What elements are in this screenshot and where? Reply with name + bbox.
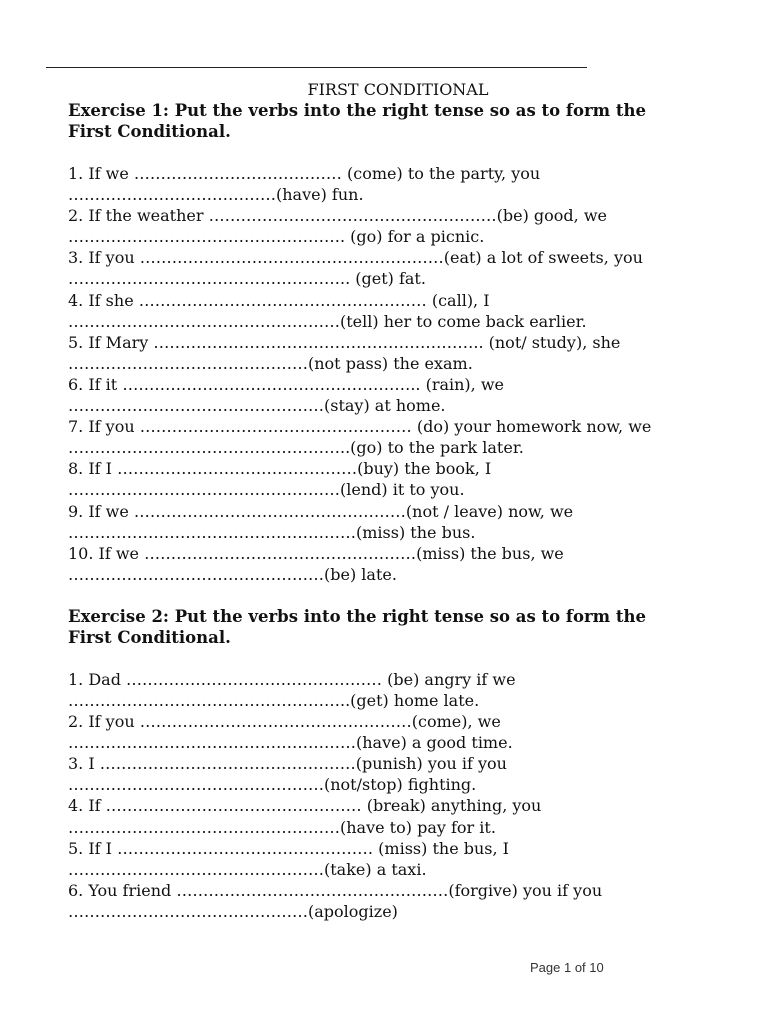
exercise-line: 4. If she ……………………………………………… (call), I [68, 290, 490, 310]
exercise-line: …………………………………………(stay) at home. [68, 396, 446, 416]
exercise-line: ……………………………………………. (go) for a picnic. [68, 227, 485, 247]
exercise-1-lines [68, 163, 728, 585]
exercise-line: ……………………………………………..(get) home late. [68, 690, 480, 710]
exercise-1-heading-line-1: Exercise 1: Put the verbs into the right tense so as to form the [68, 101, 646, 120]
exercise-1 [68, 100, 728, 585]
exercise-line: 1. If we ………………………………… (come) to the party, you [68, 164, 541, 183]
exercise-line: 3. I …………………………………………(punish) you if you [68, 754, 507, 774]
exercise-line: ………………………………………………(have) a good time. [68, 733, 513, 753]
page-title [68, 79, 728, 100]
exercise-line: 6. You friend ……………………………………………(forgive) you if you [68, 880, 603, 900]
exercise-line: 5. If I ………………………………………… (miss) the bus, I [68, 838, 509, 858]
exercise-2-heading-line-2: First Conditional. [68, 627, 231, 647]
header-rule [46, 67, 587, 68]
exercise-line: …………………………………………(be) late. [68, 564, 397, 584]
exercise-line: ………………………………………(not pass) the exam. [68, 353, 473, 373]
exercise-line: 4. If ………………………………………… (break) anything, you [68, 796, 542, 816]
exercise-line: …………………………………………(take) a taxi. [68, 859, 427, 879]
page-title-text: FIRST CONDITIONAL [307, 80, 489, 99]
exercise-line: ……………………………………………(have to) pay for it. [68, 817, 496, 837]
exercise-line: 2. If you ……………………………………………(come), we [68, 712, 501, 732]
exercise-line: ………………………………………(apologize) [68, 901, 398, 921]
exercise-1-heading [68, 100, 728, 142]
exercise-2 [68, 606, 728, 922]
exercise-2-heading [68, 606, 728, 648]
exercise-line: ……………………………………………(lend) it to you. [68, 480, 465, 500]
document-body [68, 79, 728, 922]
exercise-line: 5. If Mary …………………………………………………….. (not/ study), she [68, 332, 621, 352]
exercise-line: …………………………………………….. (get) fat. [68, 269, 426, 289]
exercise-2-heading-line-1: Exercise 2: Put the verbs into the right tense so as to form the [68, 606, 646, 626]
exercise-line: …………………………………(have) fun. [68, 185, 364, 205]
exercise-line: …………………………………………(not/stop) fighting. [68, 775, 477, 795]
exercise-line: ………………………………………………(miss) the bus. [68, 522, 476, 542]
exercise-line: ……………………………………………(tell) her to come back earlier. [68, 311, 587, 331]
exercise-1-heading-line-2: First Conditional. [68, 122, 231, 141]
exercise-line: 1. Dad ………………………………………… (be) angry if we [68, 669, 516, 689]
exercise-line: 10. If we ……………………………………………(miss) the bus, we [68, 543, 564, 563]
exercise-line: ……………………………………………..(go) to the park later. [68, 438, 524, 458]
spacer [68, 142, 728, 163]
exercise-line: 2. If the weather ………………………………………………(be) good, we [68, 206, 607, 226]
exercise-line: 7. If you …………………………………………… (do) your homework now, we [68, 417, 652, 437]
spacer [68, 648, 728, 669]
exercise-line: 9. If we ……………………………………………(not / leave) now, we [68, 501, 574, 521]
exercise-2-lines [68, 669, 728, 922]
exercise-line: 8. If I ………………………………………(buy) the book, I [68, 459, 492, 479]
exercise-line: 6. If it ……………………………………………….. (rain), we [68, 374, 504, 394]
spacer [68, 585, 728, 606]
exercise-line: 3. If you …………………………………………………(eat) a lot of sweets, you [68, 248, 643, 268]
page-number: Page 1 of 10 [530, 960, 604, 975]
